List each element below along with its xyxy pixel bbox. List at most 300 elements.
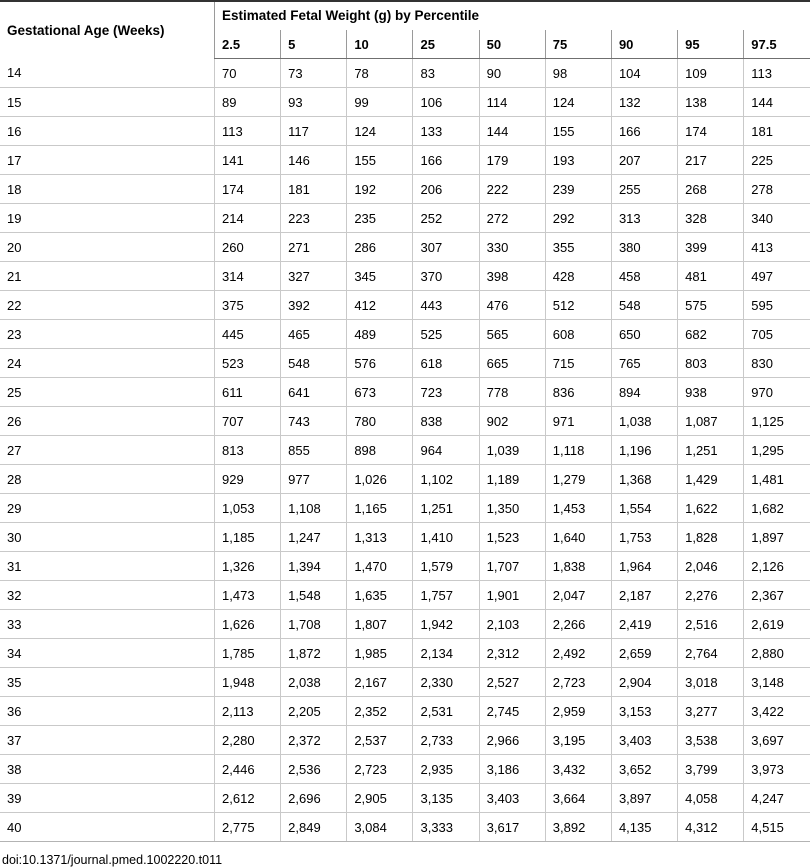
weight-cell: 260 xyxy=(215,233,281,262)
gestational-age-cell: 23 xyxy=(0,320,215,349)
weight-cell: 144 xyxy=(744,88,810,117)
weight-cell: 2,047 xyxy=(545,581,611,610)
gestational-age-cell: 25 xyxy=(0,378,215,407)
weight-cell: 155 xyxy=(347,146,413,175)
weight-cell: 443 xyxy=(413,291,479,320)
weight-cell: 3,799 xyxy=(678,755,744,784)
gestational-age-cell: 30 xyxy=(0,523,215,552)
weight-cell: 765 xyxy=(611,349,677,378)
weight-cell: 1,394 xyxy=(281,552,347,581)
weight-cell: 1,785 xyxy=(215,639,281,668)
gestational-age-cell: 31 xyxy=(0,552,215,581)
weight-cell: 181 xyxy=(744,117,810,146)
weight-cell: 124 xyxy=(545,88,611,117)
weight-cell: 255 xyxy=(611,175,677,204)
weight-cell: 1,707 xyxy=(479,552,545,581)
weight-cell: 286 xyxy=(347,233,413,262)
table-row xyxy=(0,233,810,262)
gestational-age-cell: 26 xyxy=(0,407,215,436)
weight-cell: 523 xyxy=(215,349,281,378)
weight-cell: 1,313 xyxy=(347,523,413,552)
weight-cell: 412 xyxy=(347,291,413,320)
weight-cell: 3,148 xyxy=(744,668,810,697)
gestational-age-cell: 20 xyxy=(0,233,215,262)
table-row xyxy=(0,668,810,697)
weight-cell: 239 xyxy=(545,175,611,204)
weight-cell: 398 xyxy=(479,262,545,291)
doi-footnote: doi:10.1371/journal.pmed.1002220.t011 xyxy=(2,853,223,867)
weight-cell: 481 xyxy=(678,262,744,291)
weight-cell: 2,113 xyxy=(215,697,281,726)
weight-cell: 1,635 xyxy=(347,581,413,610)
weight-cell: 902 xyxy=(479,407,545,436)
weight-cell: 611 xyxy=(215,378,281,407)
gestational-age-cell: 22 xyxy=(0,291,215,320)
weight-cell: 89 xyxy=(215,88,281,117)
weight-cell: 2,531 xyxy=(413,697,479,726)
weight-cell: 705 xyxy=(744,320,810,349)
weight-cell: 1,251 xyxy=(678,436,744,465)
table-row xyxy=(0,697,810,726)
weight-cell: 2,103 xyxy=(479,610,545,639)
weight-cell: 2,745 xyxy=(479,697,545,726)
gestational-age-cell: 32 xyxy=(0,581,215,610)
table-row xyxy=(0,523,810,552)
weight-cell: 2,167 xyxy=(347,668,413,697)
table-row xyxy=(0,755,810,784)
table-row xyxy=(0,88,810,117)
weight-cell: 292 xyxy=(545,204,611,233)
weight-cell: 836 xyxy=(545,378,611,407)
weight-cell: 1,523 xyxy=(479,523,545,552)
weight-cell: 1,757 xyxy=(413,581,479,610)
weight-cell: 206 xyxy=(413,175,479,204)
weight-cell: 93 xyxy=(281,88,347,117)
weight-cell: 355 xyxy=(545,233,611,262)
weight-cell: 2,696 xyxy=(281,784,347,813)
weight-cell: 268 xyxy=(678,175,744,204)
weight-cell: 3,186 xyxy=(479,755,545,784)
weight-cell: 2,280 xyxy=(215,726,281,755)
table-row xyxy=(0,378,810,407)
weight-cell: 1,295 xyxy=(744,436,810,465)
weight-cell: 179 xyxy=(479,146,545,175)
weight-cell: 1,251 xyxy=(413,494,479,523)
weight-cell: 575 xyxy=(678,291,744,320)
weight-cell: 207 xyxy=(611,146,677,175)
table-row xyxy=(0,117,810,146)
weight-cell: 830 xyxy=(744,349,810,378)
weight-cell: 3,422 xyxy=(744,697,810,726)
weight-cell: 1,481 xyxy=(744,465,810,494)
weight-cell: 1,682 xyxy=(744,494,810,523)
weight-cell: 2,764 xyxy=(678,639,744,668)
weight-cell: 3,277 xyxy=(678,697,744,726)
weight-cell: 4,135 xyxy=(611,813,677,842)
weight-cell: 1,807 xyxy=(347,610,413,639)
gestational-age-cell: 16 xyxy=(0,117,215,146)
weight-cell: 778 xyxy=(479,378,545,407)
weight-cell: 73 xyxy=(281,59,347,88)
weight-cell: 813 xyxy=(215,436,281,465)
weight-cell: 174 xyxy=(678,117,744,146)
weight-cell: 1,038 xyxy=(611,407,677,436)
weight-cell: 235 xyxy=(347,204,413,233)
weight-cell: 2,527 xyxy=(479,668,545,697)
percentile-header-2.5: 2.5 xyxy=(215,30,281,59)
gestational-age-cell: 28 xyxy=(0,465,215,494)
weight-cell: 595 xyxy=(744,291,810,320)
weight-cell: 2,372 xyxy=(281,726,347,755)
weight-cell: 1,985 xyxy=(347,639,413,668)
weight-cell: 608 xyxy=(545,320,611,349)
weight-cell: 715 xyxy=(545,349,611,378)
weight-cell: 2,537 xyxy=(347,726,413,755)
weight-cell: 2,619 xyxy=(744,610,810,639)
table-row xyxy=(0,494,810,523)
weight-cell: 2,312 xyxy=(479,639,545,668)
weight-cell: 3,084 xyxy=(347,813,413,842)
table-row xyxy=(0,552,810,581)
weight-cell: 166 xyxy=(611,117,677,146)
weight-cell: 1,753 xyxy=(611,523,677,552)
weight-cell: 1,189 xyxy=(479,465,545,494)
weight-cell: 3,432 xyxy=(545,755,611,784)
weight-cell: 1,053 xyxy=(215,494,281,523)
weight-cell: 1,828 xyxy=(678,523,744,552)
weight-cell: 2,904 xyxy=(611,668,677,697)
weight-cell: 144 xyxy=(479,117,545,146)
weight-cell: 465 xyxy=(281,320,347,349)
gestational-age-cell: 40 xyxy=(0,813,215,842)
weight-cell: 618 xyxy=(413,349,479,378)
weight-cell: 2,367 xyxy=(744,581,810,610)
table-row xyxy=(0,204,810,233)
weight-cell: 345 xyxy=(347,262,413,291)
weight-cell: 3,892 xyxy=(545,813,611,842)
weight-cell: 3,403 xyxy=(479,784,545,813)
weight-cell: 428 xyxy=(545,262,611,291)
weight-cell: 222 xyxy=(479,175,545,204)
weight-cell: 2,723 xyxy=(347,755,413,784)
weight-cell: 141 xyxy=(215,146,281,175)
weight-cell: 1,897 xyxy=(744,523,810,552)
table-row xyxy=(0,407,810,436)
weight-cell: 673 xyxy=(347,378,413,407)
weight-cell: 328 xyxy=(678,204,744,233)
weight-cell: 1,196 xyxy=(611,436,677,465)
weight-cell: 1,165 xyxy=(347,494,413,523)
percentile-header-50: 50 xyxy=(479,30,545,59)
weight-cell: 1,872 xyxy=(281,639,347,668)
gestational-age-cell: 38 xyxy=(0,755,215,784)
gestational-age-cell: 39 xyxy=(0,784,215,813)
weight-cell: 525 xyxy=(413,320,479,349)
weight-cell: 99 xyxy=(347,88,413,117)
weight-cell: 2,419 xyxy=(611,610,677,639)
gestational-age-cell: 19 xyxy=(0,204,215,233)
weight-cell: 1,118 xyxy=(545,436,611,465)
weight-cell: 3,652 xyxy=(611,755,677,784)
weight-cell: 375 xyxy=(215,291,281,320)
weight-cell: 1,026 xyxy=(347,465,413,494)
weight-cell: 707 xyxy=(215,407,281,436)
weight-cell: 307 xyxy=(413,233,479,262)
weight-cell: 1,579 xyxy=(413,552,479,581)
weight-cell: 192 xyxy=(347,175,413,204)
weight-cell: 1,087 xyxy=(678,407,744,436)
gestational-age-cell: 33 xyxy=(0,610,215,639)
table-row xyxy=(0,610,810,639)
gestational-age-cell: 21 xyxy=(0,262,215,291)
weight-cell: 1,279 xyxy=(545,465,611,494)
table-row xyxy=(0,639,810,668)
weight-cell: 3,195 xyxy=(545,726,611,755)
weight-cell: 665 xyxy=(479,349,545,378)
weight-cell: 2,966 xyxy=(479,726,545,755)
weight-cell: 2,046 xyxy=(678,552,744,581)
percentile-header-75: 75 xyxy=(545,30,611,59)
weight-cell: 476 xyxy=(479,291,545,320)
weight-cell: 971 xyxy=(545,407,611,436)
weight-cell: 2,880 xyxy=(744,639,810,668)
weight-cell: 327 xyxy=(281,262,347,291)
table-row xyxy=(0,262,810,291)
weight-cell: 1,626 xyxy=(215,610,281,639)
weight-cell: 970 xyxy=(744,378,810,407)
weight-cell: 1,964 xyxy=(611,552,677,581)
weight-cell: 4,058 xyxy=(678,784,744,813)
weight-cell: 458 xyxy=(611,262,677,291)
weight-cell: 445 xyxy=(215,320,281,349)
table-row xyxy=(0,349,810,378)
weight-cell: 392 xyxy=(281,291,347,320)
weight-cell: 370 xyxy=(413,262,479,291)
weight-cell: 313 xyxy=(611,204,677,233)
percentile-header-25: 25 xyxy=(413,30,479,59)
weight-cell: 2,775 xyxy=(215,813,281,842)
weight-cell: 565 xyxy=(479,320,545,349)
gestational-age-cell: 14 xyxy=(0,59,215,88)
weight-cell: 977 xyxy=(281,465,347,494)
weight-cell: 2,536 xyxy=(281,755,347,784)
weight-cell: 380 xyxy=(611,233,677,262)
weight-cell: 117 xyxy=(281,117,347,146)
weight-cell: 497 xyxy=(744,262,810,291)
weight-cell: 399 xyxy=(678,233,744,262)
weight-cell: 2,849 xyxy=(281,813,347,842)
weight-cell: 743 xyxy=(281,407,347,436)
table-row xyxy=(0,784,810,813)
weight-cell: 132 xyxy=(611,88,677,117)
gestational-age-cell: 18 xyxy=(0,175,215,204)
weight-cell: 938 xyxy=(678,378,744,407)
weight-cell: 1,039 xyxy=(479,436,545,465)
weight-cell: 1,102 xyxy=(413,465,479,494)
weight-cell: 3,135 xyxy=(413,784,479,813)
weight-cell: 1,108 xyxy=(281,494,347,523)
percentile-header-90: 90 xyxy=(611,30,677,59)
weight-cell: 340 xyxy=(744,204,810,233)
weight-cell: 1,838 xyxy=(545,552,611,581)
weight-cell: 4,247 xyxy=(744,784,810,813)
weight-cell: 1,410 xyxy=(413,523,479,552)
table-row xyxy=(0,581,810,610)
weight-cell: 278 xyxy=(744,175,810,204)
weight-cell: 2,733 xyxy=(413,726,479,755)
gestational-age-header: Gestational Age (Weeks) xyxy=(0,1,215,59)
gestational-age-cell: 34 xyxy=(0,639,215,668)
weight-cell: 3,664 xyxy=(545,784,611,813)
weight-cell: 929 xyxy=(215,465,281,494)
percentile-header-97.5: 97.5 xyxy=(744,30,810,59)
weight-cell: 133 xyxy=(413,117,479,146)
weight-cell: 1,453 xyxy=(545,494,611,523)
weight-cell: 682 xyxy=(678,320,744,349)
weight-cell: 225 xyxy=(744,146,810,175)
weight-cell: 2,330 xyxy=(413,668,479,697)
weight-cell: 223 xyxy=(281,204,347,233)
weight-cell: 2,516 xyxy=(678,610,744,639)
weight-cell: 2,276 xyxy=(678,581,744,610)
weight-cell: 576 xyxy=(347,349,413,378)
weight-cell: 104 xyxy=(611,59,677,88)
weight-cell: 2,205 xyxy=(281,697,347,726)
table-row xyxy=(0,175,810,204)
table-row xyxy=(0,813,810,842)
weight-cell: 1,554 xyxy=(611,494,677,523)
weight-cell: 723 xyxy=(413,378,479,407)
weight-cell: 2,187 xyxy=(611,581,677,610)
weight-cell: 3,973 xyxy=(744,755,810,784)
weight-cell: 2,126 xyxy=(744,552,810,581)
weight-cell: 2,905 xyxy=(347,784,413,813)
gestational-age-cell: 29 xyxy=(0,494,215,523)
weight-cell: 1,622 xyxy=(678,494,744,523)
weight-cell: 2,446 xyxy=(215,755,281,784)
weight-cell: 548 xyxy=(611,291,677,320)
weight-cell: 252 xyxy=(413,204,479,233)
weight-cell: 3,897 xyxy=(611,784,677,813)
weight-cell: 155 xyxy=(545,117,611,146)
weight-cell: 271 xyxy=(281,233,347,262)
weight-cell: 1,125 xyxy=(744,407,810,436)
table-row xyxy=(0,291,810,320)
weight-cell: 855 xyxy=(281,436,347,465)
weight-cell: 413 xyxy=(744,233,810,262)
table-header xyxy=(0,1,810,59)
weight-cell: 3,333 xyxy=(413,813,479,842)
weight-cell: 2,038 xyxy=(281,668,347,697)
weight-cell: 1,470 xyxy=(347,552,413,581)
weight-cell: 217 xyxy=(678,146,744,175)
weight-cell: 214 xyxy=(215,204,281,233)
weight-cell: 113 xyxy=(215,117,281,146)
weight-cell: 113 xyxy=(744,59,810,88)
table-body xyxy=(0,59,810,842)
weight-cell: 898 xyxy=(347,436,413,465)
gestational-age-cell: 37 xyxy=(0,726,215,755)
gestational-age-cell: 17 xyxy=(0,146,215,175)
weight-cell: 2,612 xyxy=(215,784,281,813)
weight-cell: 1,368 xyxy=(611,465,677,494)
weight-cell: 2,352 xyxy=(347,697,413,726)
gestational-age-cell: 15 xyxy=(0,88,215,117)
weight-cell: 3,697 xyxy=(744,726,810,755)
weight-cell: 1,942 xyxy=(413,610,479,639)
weight-cell: 2,134 xyxy=(413,639,479,668)
table-row xyxy=(0,465,810,494)
weight-cell: 3,617 xyxy=(479,813,545,842)
gestational-age-cell: 35 xyxy=(0,668,215,697)
table-row xyxy=(0,436,810,465)
weight-cell: 166 xyxy=(413,146,479,175)
weight-cell: 1,473 xyxy=(215,581,281,610)
weight-cell: 548 xyxy=(281,349,347,378)
weight-cell: 1,708 xyxy=(281,610,347,639)
weight-cell: 109 xyxy=(678,59,744,88)
weight-cell: 641 xyxy=(281,378,347,407)
percentile-header-5: 5 xyxy=(281,30,347,59)
gestational-age-cell: 27 xyxy=(0,436,215,465)
weight-cell: 70 xyxy=(215,59,281,88)
weight-cell: 314 xyxy=(215,262,281,291)
weight-cell: 2,935 xyxy=(413,755,479,784)
weight-cell: 124 xyxy=(347,117,413,146)
weight-cell: 138 xyxy=(678,88,744,117)
weight-cell: 330 xyxy=(479,233,545,262)
weight-cell: 174 xyxy=(215,175,281,204)
weight-cell: 780 xyxy=(347,407,413,436)
weight-cell: 1,247 xyxy=(281,523,347,552)
weight-cell: 512 xyxy=(545,291,611,320)
gestational-age-cell: 24 xyxy=(0,349,215,378)
weight-cell: 489 xyxy=(347,320,413,349)
weight-cell: 1,548 xyxy=(281,581,347,610)
weight-cell: 2,659 xyxy=(611,639,677,668)
table-row xyxy=(0,59,810,88)
weight-cell: 83 xyxy=(413,59,479,88)
weight-cell: 1,429 xyxy=(678,465,744,494)
header-title-row xyxy=(0,1,810,30)
weight-cell: 803 xyxy=(678,349,744,378)
weight-cell: 181 xyxy=(281,175,347,204)
weight-cell: 838 xyxy=(413,407,479,436)
percentile-header-95: 95 xyxy=(678,30,744,59)
weight-cell: 193 xyxy=(545,146,611,175)
weight-cell: 1,948 xyxy=(215,668,281,697)
weight-cell: 1,350 xyxy=(479,494,545,523)
table-row xyxy=(0,146,810,175)
weight-cell: 78 xyxy=(347,59,413,88)
weight-cell: 3,153 xyxy=(611,697,677,726)
weight-cell: 2,959 xyxy=(545,697,611,726)
weight-cell: 98 xyxy=(545,59,611,88)
weight-cell: 1,185 xyxy=(215,523,281,552)
table-row xyxy=(0,726,810,755)
weight-cell: 106 xyxy=(413,88,479,117)
weight-cell: 1,326 xyxy=(215,552,281,581)
percentile-header-10: 10 xyxy=(347,30,413,59)
weight-cell: 146 xyxy=(281,146,347,175)
weight-cell: 4,312 xyxy=(678,813,744,842)
weight-cell: 4,515 xyxy=(744,813,810,842)
weight-cell: 114 xyxy=(479,88,545,117)
weight-cell: 2,492 xyxy=(545,639,611,668)
estimated-fetal-weight-group-header: Estimated Fetal Weight (g) by Percentile xyxy=(215,1,810,30)
weight-cell: 3,403 xyxy=(611,726,677,755)
weight-cell: 3,018 xyxy=(678,668,744,697)
